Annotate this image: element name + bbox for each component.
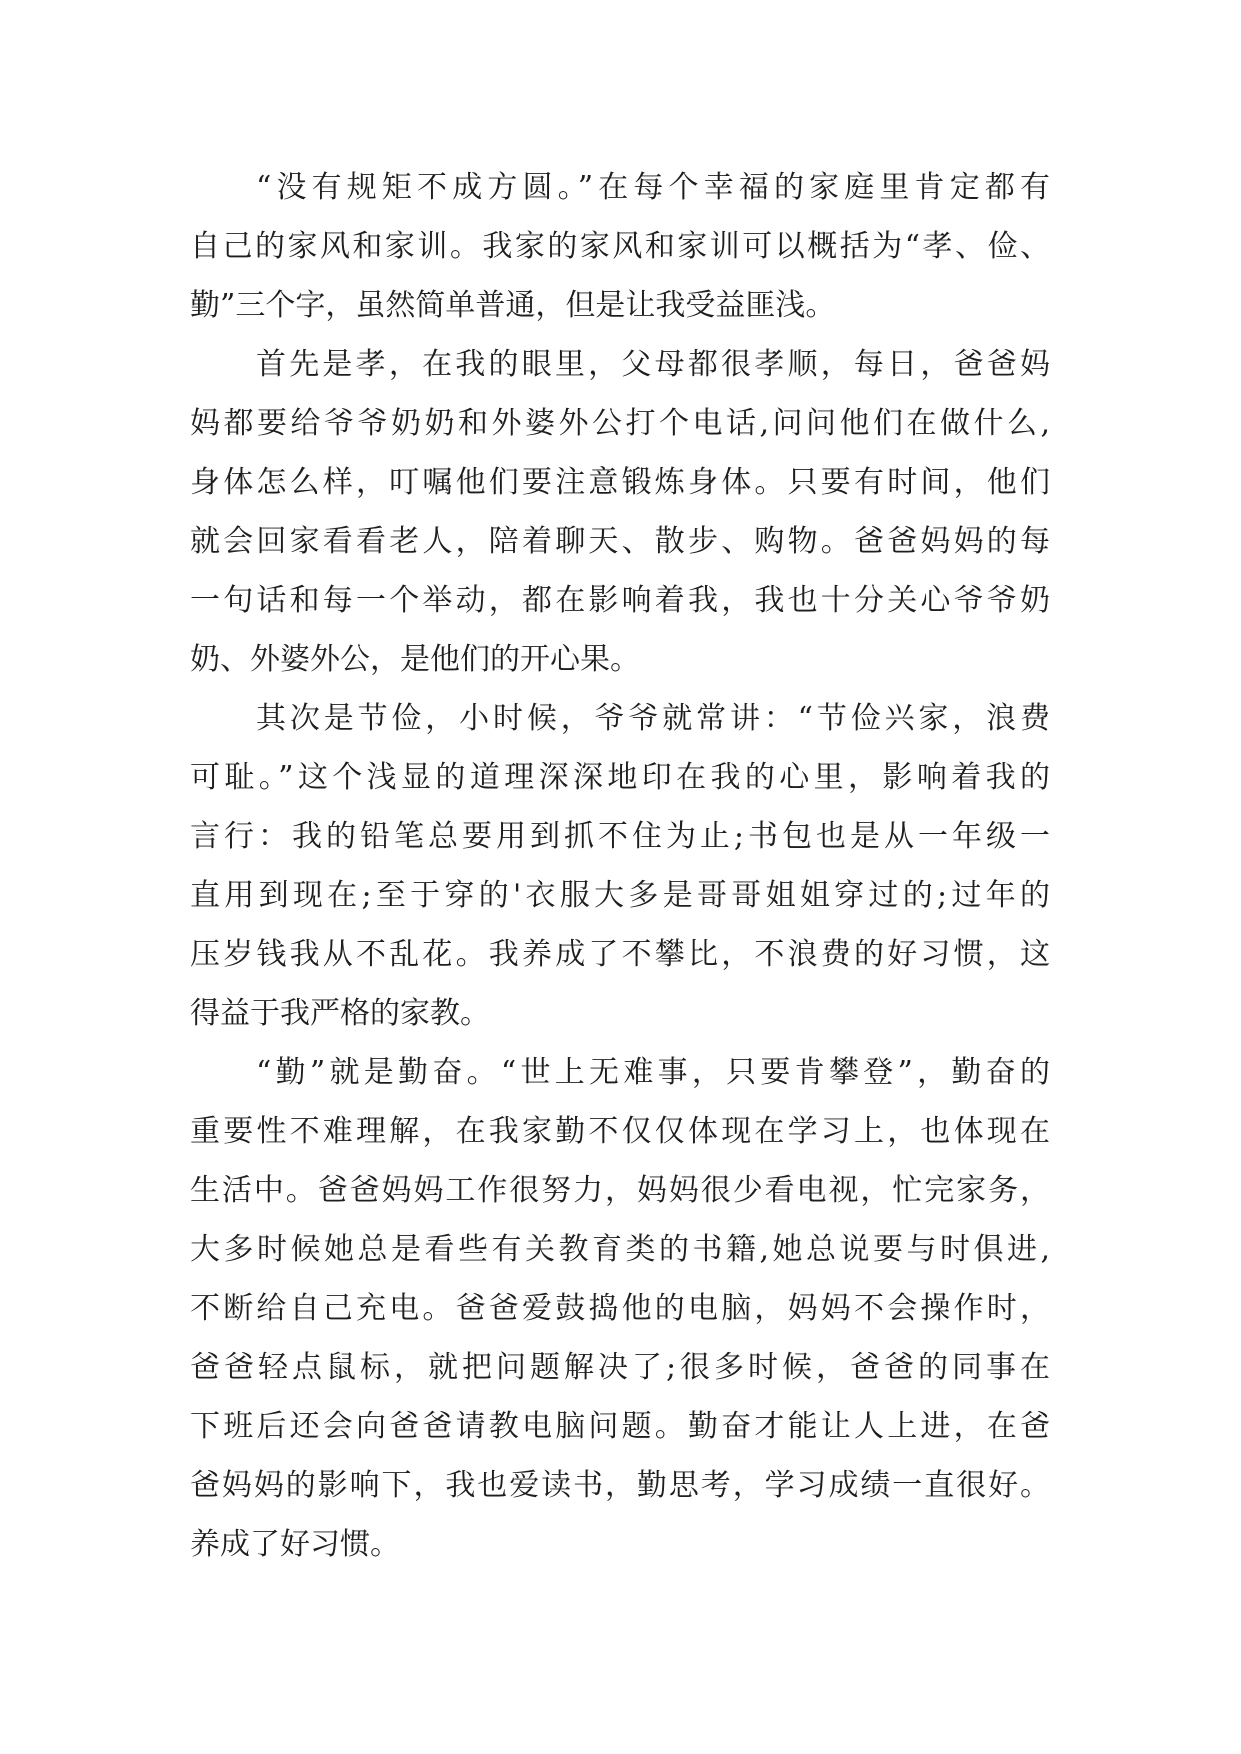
essay-body	[190, 158, 1050, 1574]
paragraph-filial-piety	[190, 335, 1050, 689]
text-line: “勤”就是勤奋。“世上无难事，只要肯攀登”，勤奋的	[256, 1055, 1050, 1090]
text-line: 其次是节俭，小时候，爷爷就常讲：“节俭兴家，浪费	[256, 701, 1050, 736]
text-line: 得益于我严格的家教。	[190, 996, 490, 1031]
text-line: 直用到现在;至于穿的'衣服大多是哥哥姐姐穿过的;过年的	[190, 878, 1050, 913]
text-line: 重要性不难理解，在我家勤不仅仅体现在学习上，也体现在	[190, 1114, 1050, 1149]
text-line: 养成了好习惯。	[190, 1527, 400, 1562]
text-line: 一句话和每一个举动，都在影响着我，我也十分关心爷爷奶	[190, 583, 1050, 618]
paragraph-diligence	[190, 1043, 1050, 1574]
text-line: 大多时候她总是看些有关教育类的书籍,她总说要与时俱进,	[190, 1232, 1050, 1267]
text-line: 首先是孝，在我的眼里，父母都很孝顺，每日，爸爸妈	[256, 347, 1050, 382]
text-line: “没有规矩不成方圆。”在每个幸福的家庭里肯定都有	[256, 170, 1050, 205]
text-line: 身体怎么样，叮嘱他们要注意锻炼身体。只要有时间，他们	[190, 465, 1050, 500]
text-line: 奶、外婆外公，是他们的开心果。	[190, 642, 640, 677]
text-line: 生活中。爸爸妈妈工作很努力，妈妈很少看电视，忙完家务，	[190, 1173, 1050, 1208]
text-line: 就会回家看看老人，陪着聊天、散步、购物。爸爸妈妈的每	[190, 524, 1050, 559]
text-line: 爸爸轻点鼠标，就把问题解决了;很多时候，爸爸的同事在	[190, 1350, 1050, 1385]
text-line: 勤”三个字，虽然简单普通，但是让我受益匪浅。	[190, 288, 836, 323]
text-line: 可耻。”这个浅显的道理深深地印在我的心里，影响着我的	[190, 760, 1050, 795]
text-line: 压岁钱我从不乱花。我养成了不攀比，不浪费的好习惯，这	[190, 937, 1050, 972]
paragraph-rules	[190, 158, 1050, 335]
text-line: 爸妈妈的影响下，我也爱读书，勤思考，学习成绩一直很好。	[190, 1468, 1050, 1503]
text-line: 自己的家风和家训。我家的家风和家训可以概括为“孝、俭、	[190, 229, 1050, 264]
text-line: 不断给自己充电。爸爸爱鼓捣他的电脑，妈妈不会操作时，	[190, 1291, 1050, 1326]
paragraph-thrift	[190, 689, 1050, 1043]
text-line: 妈都要给爷爷奶奶和外婆外公打个电话,问问他们在做什么,	[190, 406, 1050, 441]
text-line: 下班后还会向爸爸请教电脑问题。勤奋才能让人上进，在爸	[190, 1409, 1050, 1444]
text-line: 言行：我的铅笔总要用到抓不住为止;书包也是从一年级一	[190, 819, 1050, 854]
